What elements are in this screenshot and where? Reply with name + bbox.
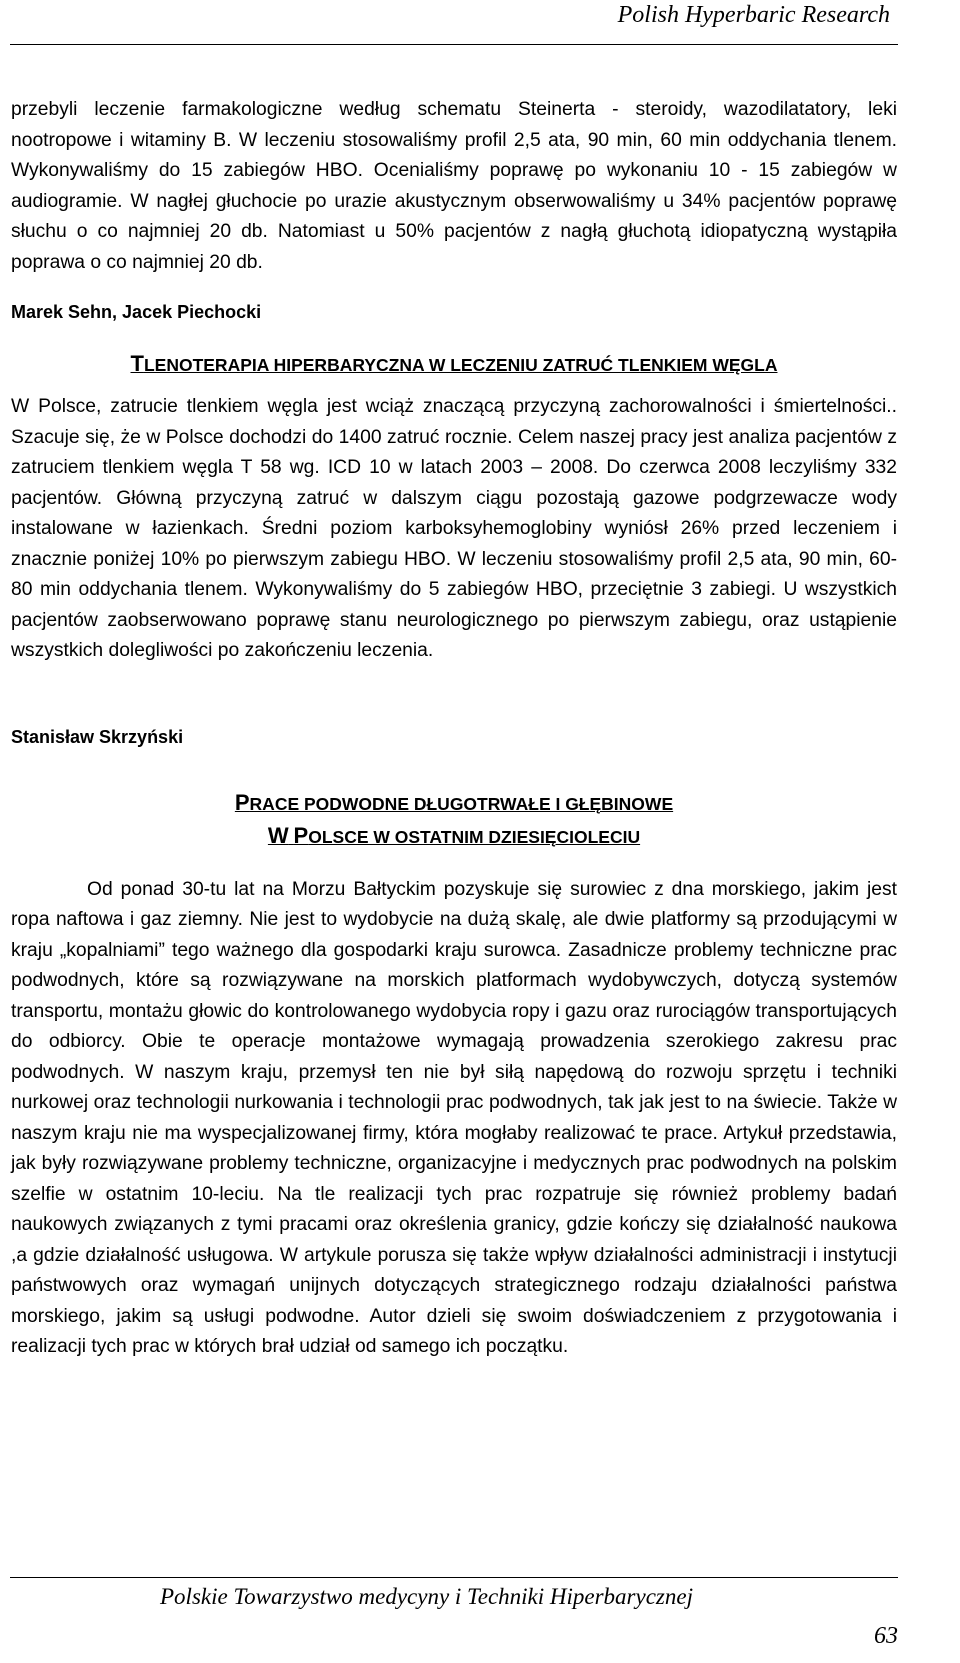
article2-title-rest: LENOTERAPIA HIPERBARYCZNA W LECZENIU ZATRUĆ TLENKIEM WĘGLA [143, 355, 778, 375]
article3-title-line2-rest: OLSCE W OSTATNIM DZIESIĘCIOLECIU [308, 826, 641, 847]
article3-title-line2 [11, 820, 897, 853]
article3-title-line2-cap1: W [267, 822, 289, 848]
footer-society: Polskie Towarzystwo medycyny i Techniki Hiperbarycznej [160, 1584, 693, 1609]
article2-authors: Marek Sehn, Jacek Piechocki [11, 302, 262, 322]
article3-title-line1-rest: RACE PODWODNE DŁUGOTRWAŁE I GŁĘBINOWE [249, 793, 674, 814]
footer-divider [10, 1577, 898, 1578]
article3-title-line1-cap: P [234, 789, 250, 815]
article2-body: W Polsce, zatrucie tlenkiem węgla jest wciąż znaczącą przyczyną zachorowalności i śmiertelności.. Szacuje się, że w Polsce dochodzi do 1400 zatruć rocznie. Celem naszej pracy jest analiza pacjentów z zatruciem tlenkiem węgla T 58 wg. ICD 10 w latach 2003 – 2008. Do czerwca 2008 leczyliśmy 332 pacjentów. Główną przyczyną zatruć w dalszym ciągu pozostają gazowe podgrzewacze wody instalowane w łazienkach. Średni poziom karboksyhemoglobiny wyniósł 26% przed leczeniem i znacznie poniżej 10% po pierwszym zabiegu HBO. W leczeniu stosowaliśmy profil 2,5 ata, 90 min, 60-80 min oddychania tlenem. Wykonywaliśmy do 5 zabiegów HBO, przeciętnie 3 zabiegi. U wszystkich pacjentów zaobserwowano poprawę stanu neurologicznego po pierwszym zabiegu, oraz ustąpienie wszystkich dolegliwości po zakończeniu leczenia. [11, 396, 897, 661]
header-divider [10, 44, 898, 45]
article2-title [11, 348, 897, 381]
article3-title-line2-cap2: P [293, 822, 309, 848]
page-content [11, 95, 897, 1363]
article3-author: Stanisław Skrzyński [11, 726, 184, 747]
running-header: Polish Hyperbaric Research [617, 2, 890, 28]
article3-body-text: Od ponad 30-tu lat na Morzu Bałtyckim pozyskuje się surowiec z dna morskiego, jakim jest ropa naftowa i gaz ziemny. Nie jest to wydobycie na dużą skalę, ale dwie platformy są przodującymi w kraju „kopalniami” tego ważnego dla gospodarki kraju surowca. Zasadnicze problemy techniczne prac podwodnych, które są rozwiązywane na morskich platformach wydobywczych, dotyczą systemów transportu, montażu głowic do kontrolowanego wydobycia ropy i gazu oraz rurociągów transportujących do odbiorcy. Obie te operacje montażowe wymagają prowadzenia szerokiego zakresu prac podwodnych. W naszym kraju, przemysł ten nie był siłą napędową do rozwoju sprzętu i techniki nurkowej oraz technologii nurkowania i technologii prac podwodnych, tak jak jest to na świecie. Także w naszym kraju nie ma wyspecjalizowanej firmy, która mogłaby realizować te prace. Artykuł przedstawia, jak były rozwiązywane problemy techniczne, organizacyjne i medycznych prac podwodnych na polskim szelfie w ostatnim 10-leciu. Na tle realizacji tych prac rozpatruje się również problemy badań naukowych związanych z tymi pracami oraz określenia granicy, gdzie kończy się działalność naukowa ,a gdzie działalność usługowa. W artykule porusza się także wpływ działalności administracji i instytucji państwowych oraz wymagań unijnych dotyczących strategicznego rodzaju działalności państwa morskiego, jakim są usługi podwodne. Autor dzieli się swoim doświadczeniem z przygotowania i realizacji tych prac w których brał udział od samego ich początku. [11, 878, 897, 1357]
page-number: 63 [874, 1623, 898, 1649]
article1-body-tail: przebyli leczenie farmakologiczne według schematu Steinerta - steroidy, wazodilatatory, leki nootropowe i witaminy B. W leczeniu stosowaliśmy profil 2,5 ata, 90 min, 60 min oddychania tlenem. Wykonywaliśmy do 15 zabiegów HBO. Ocenialiśmy poprawę po wykonaniu 10 - 15 zabiegów w audiogramie. W nagłej głuchocie po urazie akustycznym obserwowaliśmy u 34% pacjentów poprawę słuchu o co najmniej 20 db. Natomiast u 50% pacjentów z nagłą głuchotą idiopatyczną wystąpiła poprawa o co najmniej 20 db. [11, 99, 897, 273]
article3-title-line1 [11, 787, 897, 820]
article2-title-cap: T [130, 351, 144, 376]
article3-body [11, 875, 897, 1363]
